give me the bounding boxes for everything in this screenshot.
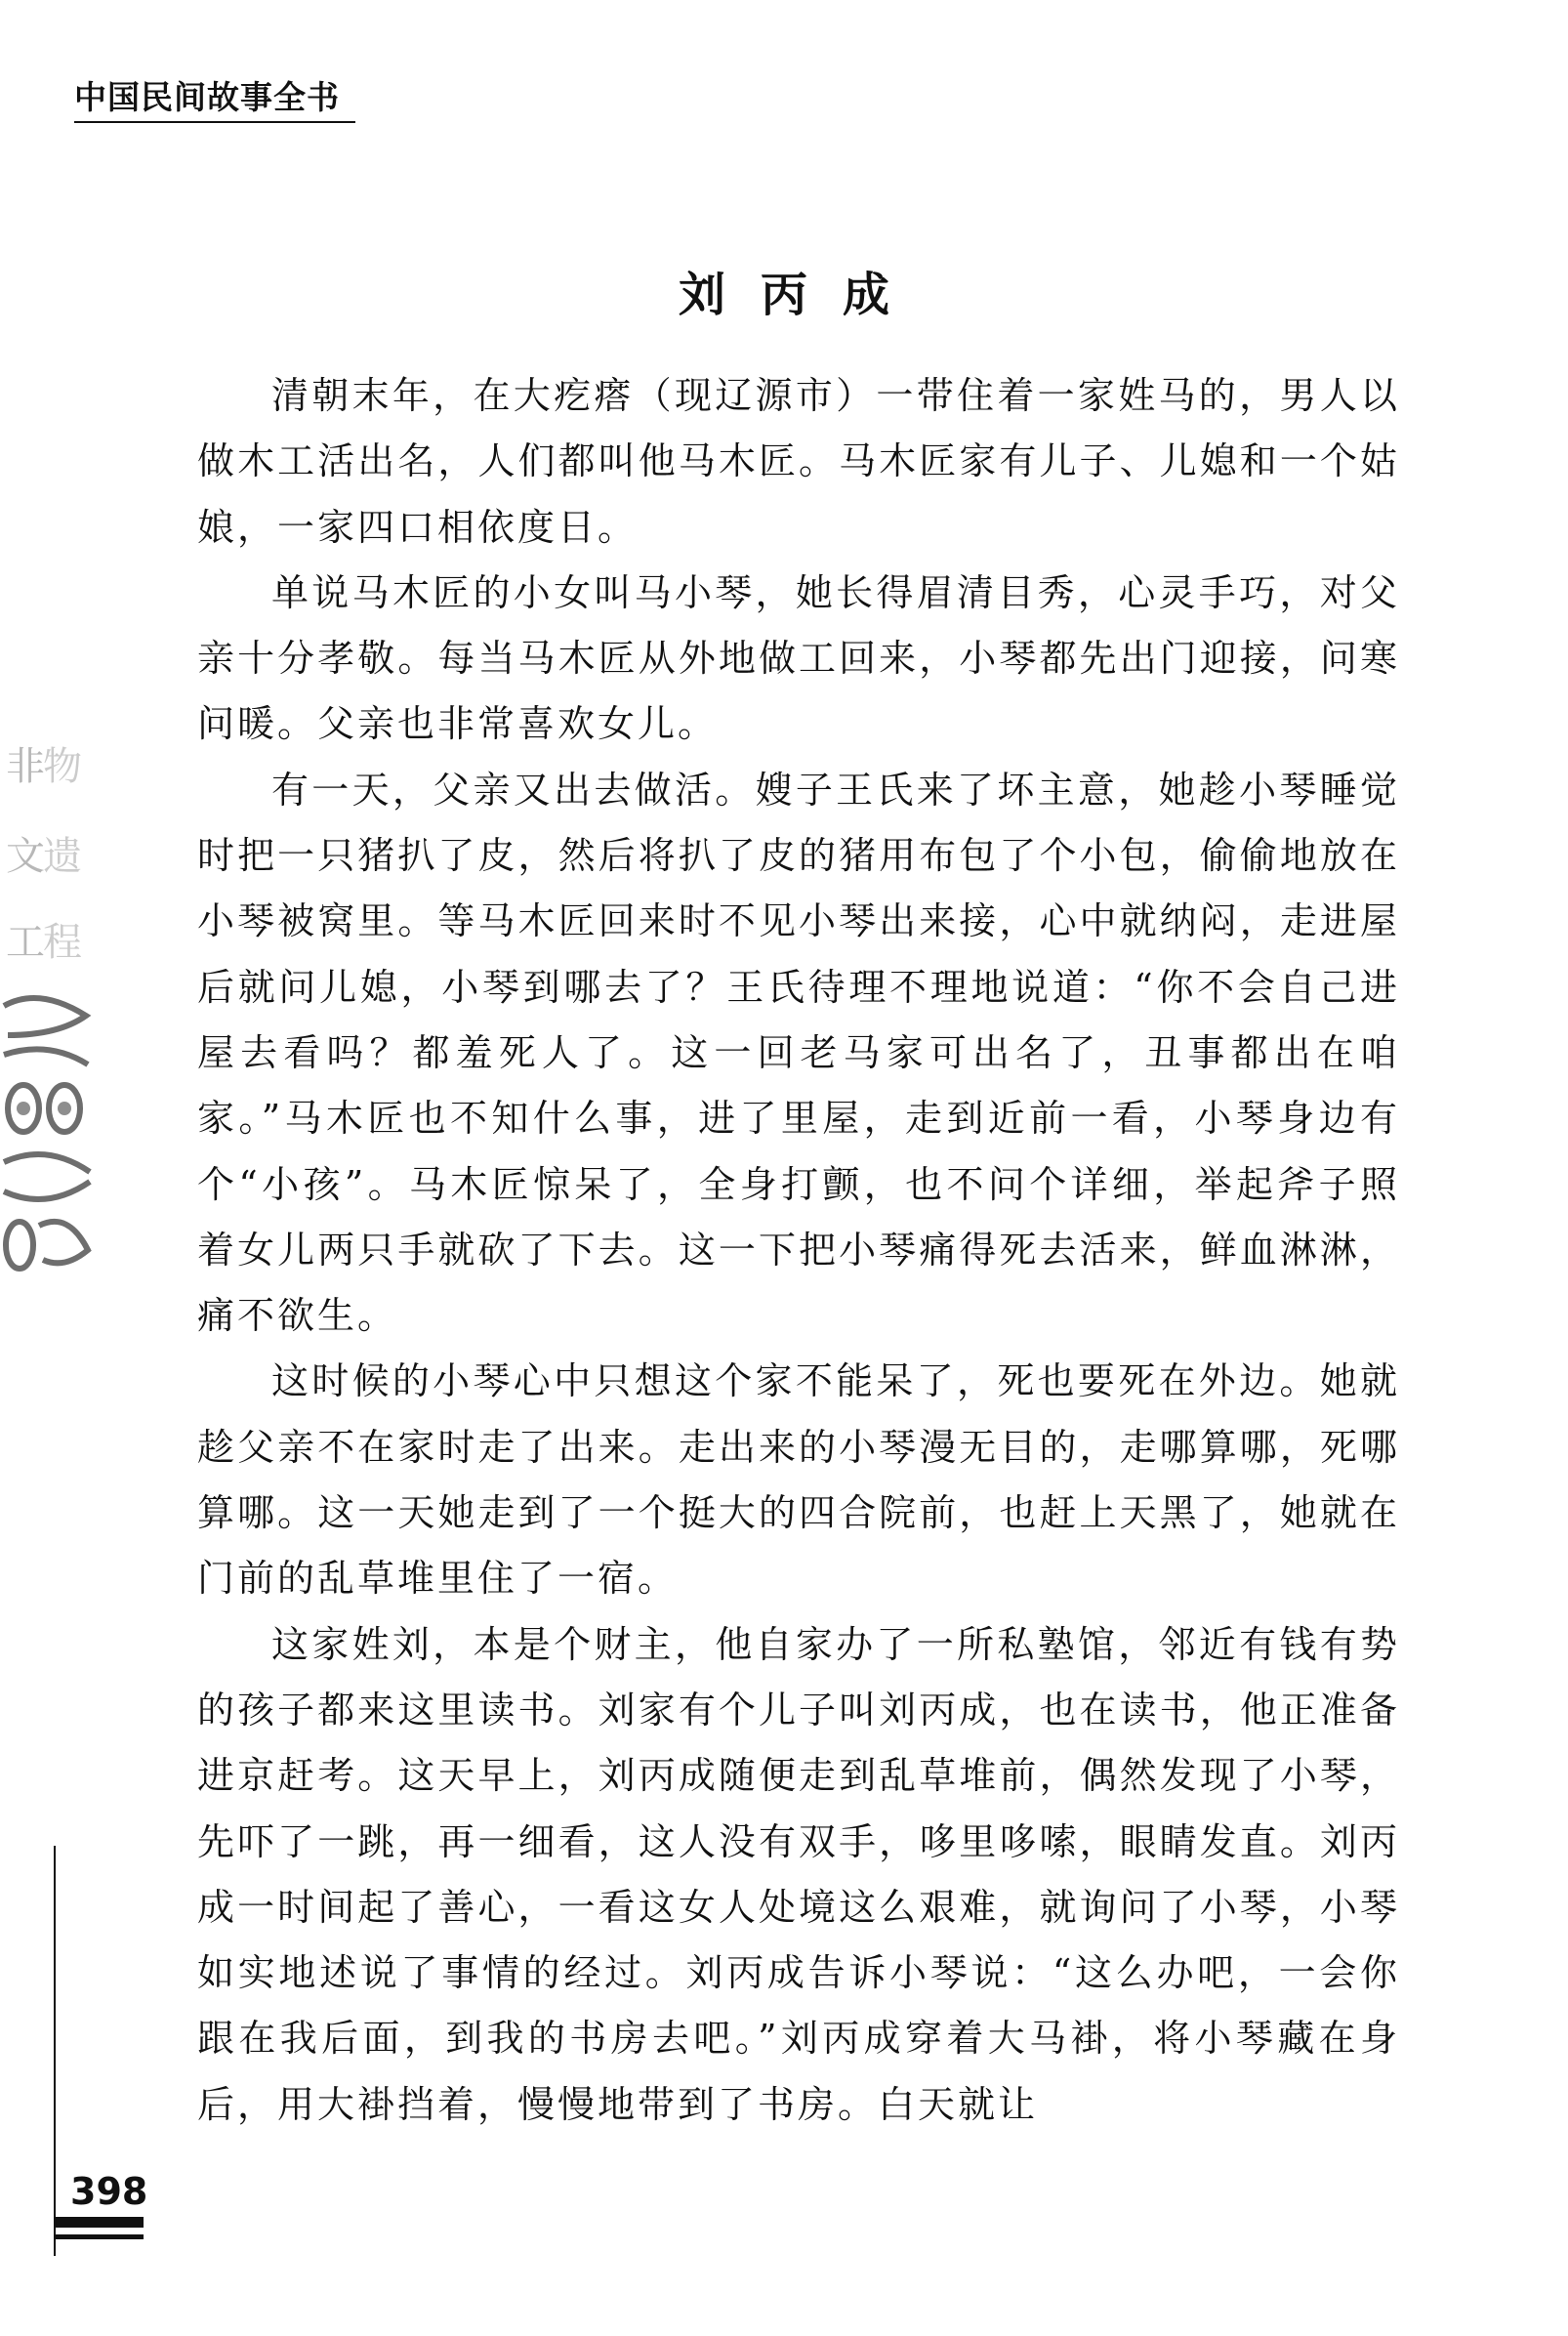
paragraph: 有一天，父亲又出去做活。嫂子王氏来了坏主意，她趁小琴睡觉时把一只猪扒了皮，然后将扒了皮的猪用布包了个小包，偷偷地放在小琴被窝里。等马木匠回来时不见小琴出来接，心中就纳闷，走进屋后就问儿媳，小琴到哪去了？王氏待理不理地说道：“你不会自己进屋去看吗？都羞死人了。这一回老马家可出名了，丑事都出在咱家。”马木匠也不知什么事，进了里屋，走到近前一看，小琴身边有个“小孩”。马木匠惊呆了，全身打颤，也不问个详细，举起斧子照着女儿两只手就砍了下去。这一下把小琴痛得死去活来，鲜血淋淋，痛不欲生。 — [197, 768, 1400, 1338]
header-underline — [74, 121, 355, 123]
svg-text:物: 物 — [43, 744, 82, 789]
left-margin-rule — [54, 1846, 56, 2256]
page-number-bar — [54, 2217, 144, 2228]
side-ornament-logo — [0, 723, 94, 1279]
paragraph: 这时候的小琴心中只想这个家不能呆了，死也要死在外边。她就趁父亲不在家时走了出来。走出来的小琴漫无目的，走哪算哪，死哪算哪。这一天她走到了一个挺大的四合院前，也赶上天黑了，她就在门前的乱草堆里住了一宿。 — [197, 1359, 1400, 1601]
page-number: 398 — [70, 2170, 148, 2213]
paragraph: 这家姓刘，本是个财主，他自家办了一所私塾馆，邻近有钱有势的孩子都来这里读书。刘家有个儿子叫刘丙成，也在读书，他正准备进京赶考。这天早上，刘丙成随便走到乱草堆前，偶然发现了小琴，先吓了一跳，再一细看，这人没有双手，哆里哆嗦，眼睛发直。刘丙成一时间起了善心，一看这女人处境这么艰难，就询问了小琴，小琴如实地述说了事情的经过。刘丙成告诉小琴说：“这么办吧，一会你跟在我后面，到我的书房去吧。”刘丙成穿着大马褂，将小琴藏在身后，用大褂挡着，慢慢地带到了书房。白天就让 — [197, 1622, 1400, 2126]
svg-text:程: 程 — [43, 920, 82, 965]
svg-text:遗: 遗 — [43, 834, 82, 879]
running-header: 中国民间故事全书 — [74, 78, 340, 116]
story-body — [197, 363, 1400, 2138]
svg-text:工: 工 — [6, 920, 45, 965]
page-number-bar-thin — [54, 2234, 144, 2239]
svg-text:文: 文 — [6, 834, 45, 879]
story-title: 刘丙成 — [678, 268, 925, 323]
paragraph: 清朝末年，在大疙瘩（现辽源市）一带住着一家姓马的，男人以做木工活出名，人们都叫他马木匠。马木匠家有儿子、儿媳和一个姑娘，一家四口相依度日。 — [197, 374, 1400, 549]
svg-text:非: 非 — [6, 744, 45, 789]
paragraph: 单说马木匠的小女叫马小琴，她长得眉清目秀，心灵手巧，对父亲十分孝敬。每当马木匠从外地做工回来，小琴都先出门迎接，问寒问暖。父亲也非常喜欢女儿。 — [197, 570, 1400, 746]
